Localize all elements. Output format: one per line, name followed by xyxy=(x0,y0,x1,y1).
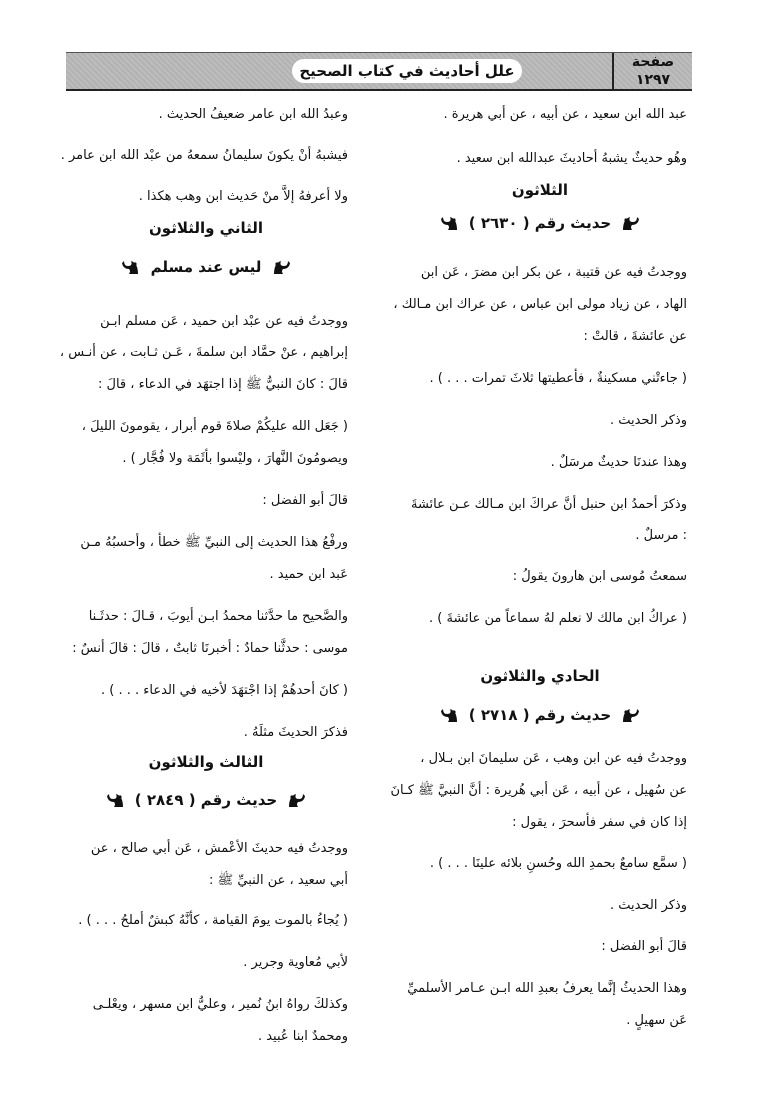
section-heading: الحادي والثلاثون xyxy=(480,667,600,685)
ornament-icon xyxy=(286,790,306,810)
text-line: أبي سعيد ، عن النبيِّ ﷺ : xyxy=(209,873,348,888)
hadith-number: حديث رقم ( ٢٦٣٠ ) xyxy=(468,213,612,232)
text-line: عن عائشةَ ، قالتْ : xyxy=(583,329,687,344)
text-line: قالَ أبو الفضل : xyxy=(262,493,348,508)
text-line: ( جاءتْني مسكينةٌ ، فأعطيتها ثلاثَ تمرات . . . ) . xyxy=(429,371,687,386)
page-header xyxy=(66,52,692,91)
text-line: ويصومُونَ النَّهارَ ، وليْسوا بأثَمَة ولا فُجَّار ) . xyxy=(122,451,348,466)
text-line: ( كانَ أحدهُمْ إذا اجْتهَدَ لأخيه في الدعاء . . . ) . xyxy=(101,683,348,698)
ornament-icon xyxy=(620,213,640,233)
section-heading: الثاني والثلاثون xyxy=(148,219,263,237)
text-line: ورفْعُ هذا الحديث إلى النبيِّ ﷺ خطأ ، وأحسبُهُ مـن xyxy=(80,535,348,550)
text-line: ووجدتُ فيه عن ابن وهب ، عَن سليمانَ ابن بـلال ، xyxy=(420,751,687,766)
hadith-heading xyxy=(60,790,352,810)
text-line: ومحمدٌ ابنا عُبيد . xyxy=(257,1029,348,1044)
text-line: وذكرَ أحمدُ ابن حنبل أنَّ عراكَ ابن مـالك عـن عائشةَ xyxy=(410,497,687,512)
page-number: ١٢٩٧ xyxy=(635,72,671,88)
hadith-number: حديث رقم ( ٢٨٤٩ ) xyxy=(134,790,278,809)
text-line: عَبد ابن حميد . xyxy=(269,567,348,582)
text-line: وكذلكَ رواهُ ابنُ نُمير ، وعليُّ ابن مسهر ، ويعْلـى xyxy=(92,997,348,1012)
text-line: ووجدتُ فيه حديثَ الأعْمش ، عَن أبي صالح ، عن xyxy=(90,841,348,856)
ornament-icon xyxy=(620,705,640,725)
text-line: إذا كان في سفر فأسحرَ ، يقول : xyxy=(512,815,687,830)
text-line: والصَّحيح ما حدَّثنا محمدُ ابـن أيوبَ ، قـالَ : حدثَـنا xyxy=(88,609,348,624)
text-line: إبراهيم ، عنْ حمَّاد ابن سلمةَ ، عَـن ثـابت ، عن أنـس ، xyxy=(59,345,348,360)
hadith-note: ليس عند مسلم xyxy=(150,257,262,276)
text-line: سمعتُ مُوسى ابن هارونَ يقولُ : xyxy=(512,569,687,584)
text-line: قالَ : كانَ النبيُّ ﷺ إذا اجتهَد في الدعاء ، قالَ : xyxy=(98,377,348,392)
hadith-number: حديث رقم ( ٢٧١٨ ) xyxy=(468,705,612,724)
text-line: موسى : حدثَّنا حمادٌ : أخبرنَا ثابتٌ ، قالَ : قالَ أنسٌ : xyxy=(72,641,348,656)
text-line: وذكر الحديث . xyxy=(610,898,687,913)
ornament-icon xyxy=(440,705,460,725)
ornament-icon xyxy=(121,257,141,277)
text-line: فيشبهُ أنْ يكونَ سليمانُ سمعهُ من عبْد الله ابن عامر . xyxy=(60,148,348,163)
text-line: ( يُجاءُ بالموت يومَ القيامة ، كأنَّهُ كبشٌ أملحُ . . . ) . xyxy=(78,913,348,928)
hadith-heading xyxy=(389,705,691,725)
text-line: : مرسلٌ . xyxy=(635,528,687,543)
text-line: قالَ أبو الفضل : xyxy=(601,939,687,954)
text-line: فذكرَ الحديثَ مثلَهُ . xyxy=(243,725,348,740)
hadith-heading xyxy=(60,257,352,277)
hadith-heading xyxy=(389,213,691,233)
text-line: وهُو حديثٌ يشبهُ أحاديثَ عبدالله ابن سعيد . xyxy=(456,151,687,166)
text-line: ( عراكُ ابن مالك لا نعلم لهُ سماعاً من عائشةَ ) . xyxy=(429,611,687,626)
text-line: عَن سهيلٍ . xyxy=(626,1013,687,1028)
ornament-icon xyxy=(440,213,460,233)
text-line: ووجدتُ فيه عن عبْد ابن حميد ، عَن مسلم ابـن xyxy=(100,314,348,329)
text-line: لأبي مُعاوية وجرير . xyxy=(243,955,348,970)
text-line: وعبدُ الله ابن عامر ضعيفُ الحديث . xyxy=(158,107,348,122)
text-line: ولا أعرفهُ إلاَّ منْ حَديث ابن وهب هكذا . xyxy=(138,189,348,204)
text-line: وهذا عندنَا حديثٌ مرسَلٌ . xyxy=(550,455,687,470)
book-title: علل أحاديث في كتاب الصحيح xyxy=(292,59,522,83)
text-line: وهذا الحديثُ إنَّما يعرفُ بعبدِ الله ابـن عـامر الأسلميِّ xyxy=(407,981,687,996)
ornament-icon xyxy=(106,790,126,810)
section-heading: الثالث والثلاثون xyxy=(148,753,264,771)
text-line: وذكر الحديث . xyxy=(610,413,687,428)
text-line: عبد الله ابن سعيد ، عن أبيه ، عن أبي هريرة . xyxy=(443,107,687,122)
ornament-icon xyxy=(271,257,291,277)
page-number-box xyxy=(612,53,692,89)
text-line: ( سمَّع سامعٌ بحمدِ الله وحُسنِ بلائه علينَا . . . ) . xyxy=(429,856,687,871)
text-line: ووجدتُ فيه عن قتيبة ، عن بكر ابن مضرَ ، عَن ابن xyxy=(420,265,687,280)
page-label: صفحة xyxy=(631,54,675,70)
text-line: الهاد ، عن زياد مولى ابن عباس ، عن عراك ابن مـالك ، xyxy=(393,297,687,312)
text-line: عن سُهيل ، عن أبيه ، عَن أبي هُريرة : أنَّ النبيَّ ﷺ كـانَ xyxy=(390,783,687,798)
section-heading: الثلاثون xyxy=(511,181,569,199)
text-line: ( جَعَل الله عليكُمْ صلاةَ قوم أبرار ، يقومونَ الليلَ ، xyxy=(81,419,348,434)
